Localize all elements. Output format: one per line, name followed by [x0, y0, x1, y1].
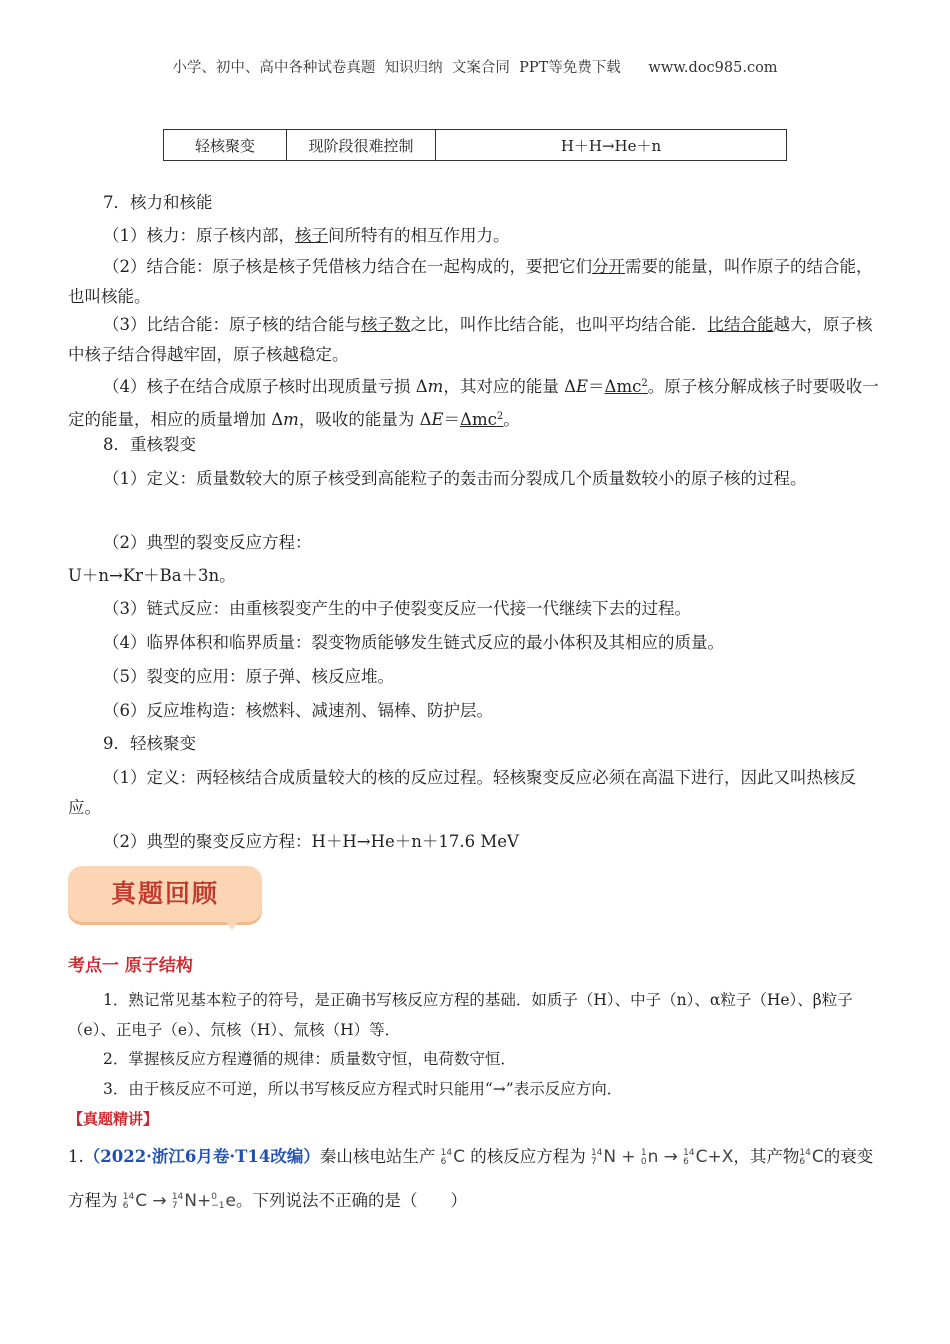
s7-p1: （1）核力：原子核内部，核子间所特有的相互作用力。	[103, 226, 510, 245]
s8-p2: （2）典型的裂变反应方程：	[103, 533, 312, 552]
k-p2: 2．掌握核反应方程遵循的规律：质量数守恒，电荷数守恒．	[103, 1050, 516, 1068]
s8-p3: （3）链式反应：由重核裂变产生的中子使裂变反应一代接一代继续下去的过程。	[103, 599, 691, 618]
table-row	[164, 130, 787, 161]
section-8-title: 8．重核裂变	[103, 435, 196, 454]
page-header: 小学、初中、高中各种试卷真题 知识归纳 文案合同 PPT等免费下载 www.doc985.com	[172, 60, 778, 76]
carbon-product-nuclide: 14 6 C+X	[683, 1147, 734, 1167]
carbon-14-nuclide: 14 6 C	[440, 1147, 465, 1167]
carbon-14-nuclide: 14 6 C	[122, 1191, 148, 1211]
electron-nuclide: 0 −1 e	[211, 1191, 236, 1211]
s9-p2: （2）典型的聚变反应方程：H＋H→He＋n＋17.6 MeV	[103, 832, 519, 851]
jingjiang-heading: 【真题精讲】	[68, 1110, 159, 1128]
fission-equation: U＋n→Kr＋Ba＋3n。	[68, 566, 236, 585]
question-1-line2: 方程为 14 6 C → 14 7 N+ 0 −1 e。下列说法不正确的是（ ）	[68, 1188, 467, 1214]
table-cell: 轻核聚变	[164, 130, 287, 161]
kaodian-heading: 考点一 原子结构	[68, 956, 193, 976]
nitrogen-14-nuclide: 14 7 N	[171, 1191, 197, 1211]
s7-p3: （3）比结合能：原子核的结合能与核子数之比，叫作比结合能，也叫平均结合能．比结合能越大，原子核中核子结合得越牢固，原子核越稳定。	[68, 315, 873, 364]
banner-title: 真题回顾	[110, 879, 219, 908]
k-p3: 3．由于核反应不可逆，所以书写核反应方程式时只能用“→”表示反应方向．	[103, 1080, 623, 1098]
s9-p1: （1）定义：两轻核结合成质量较大的核的反应过程。轻核聚变反应必须在高温下进行，因此又叫热核反应。	[68, 768, 856, 817]
carbon-14-nuclide: 14 6 C	[799, 1147, 824, 1167]
s8-p6: （6）反应堆构造：核燃料、减速剂、镉棒、防护层。	[103, 701, 493, 720]
s7-p4: （4）核子在结合成原子核时出现质量亏损 Δm，其对应的能量 ΔE＝Δmc$^2$。原子核分解成核子时要吸收一定的能量，相应的质量增加 Δm，吸收的能量为 ΔE＝Δmc$^2$。	[68, 377, 879, 429]
k-p1: 1．熟记常见基本粒子的符号，是正确书写核反应方程的基础．如质子（H）、中子（n）、α粒子（He）、β粒子（e）、正电子（e）、氘核（H）、氚核（H）等．	[68, 991, 853, 1039]
s8-p4: （4）临界体积和临界质量：裂变物质能够发生链式反应的最小体积及其相应的质量。	[103, 633, 724, 652]
s7-p2: （2）结合能：原子核是核子凭借核力结合在一起构成的，要把它们分开需要的能量，叫作原子的结合能，也叫核能。	[68, 257, 873, 306]
section-9-title: 9．轻核聚变	[103, 734, 196, 753]
s8-p5: （5）裂变的应用：原子弹、核反应堆。	[103, 667, 394, 686]
neutron-nuclide: 1 0 n	[640, 1147, 659, 1167]
nitrogen-14-nuclide: 14 7 N	[590, 1147, 617, 1167]
s8-p1: （1）定义：质量数较大的原子核受到高能粒子的轰击而分裂成几个质量数较小的原子核的过程。	[103, 469, 807, 488]
table-cell: H＋H→He＋n	[436, 130, 787, 161]
fusion-table-fragment	[163, 129, 787, 161]
section-7-title: 7．核力和核能	[103, 193, 213, 212]
table-cell: 现阶段很难控制	[287, 130, 436, 161]
question-1-line1: 1.（2022·浙江6月卷·T14改编）秦山核电站生产 14 6 C 的核反应方程为 14 7 N + 1 0 n → 14 6 C+X，其产物 14 6 C的衰变	[68, 1144, 873, 1170]
